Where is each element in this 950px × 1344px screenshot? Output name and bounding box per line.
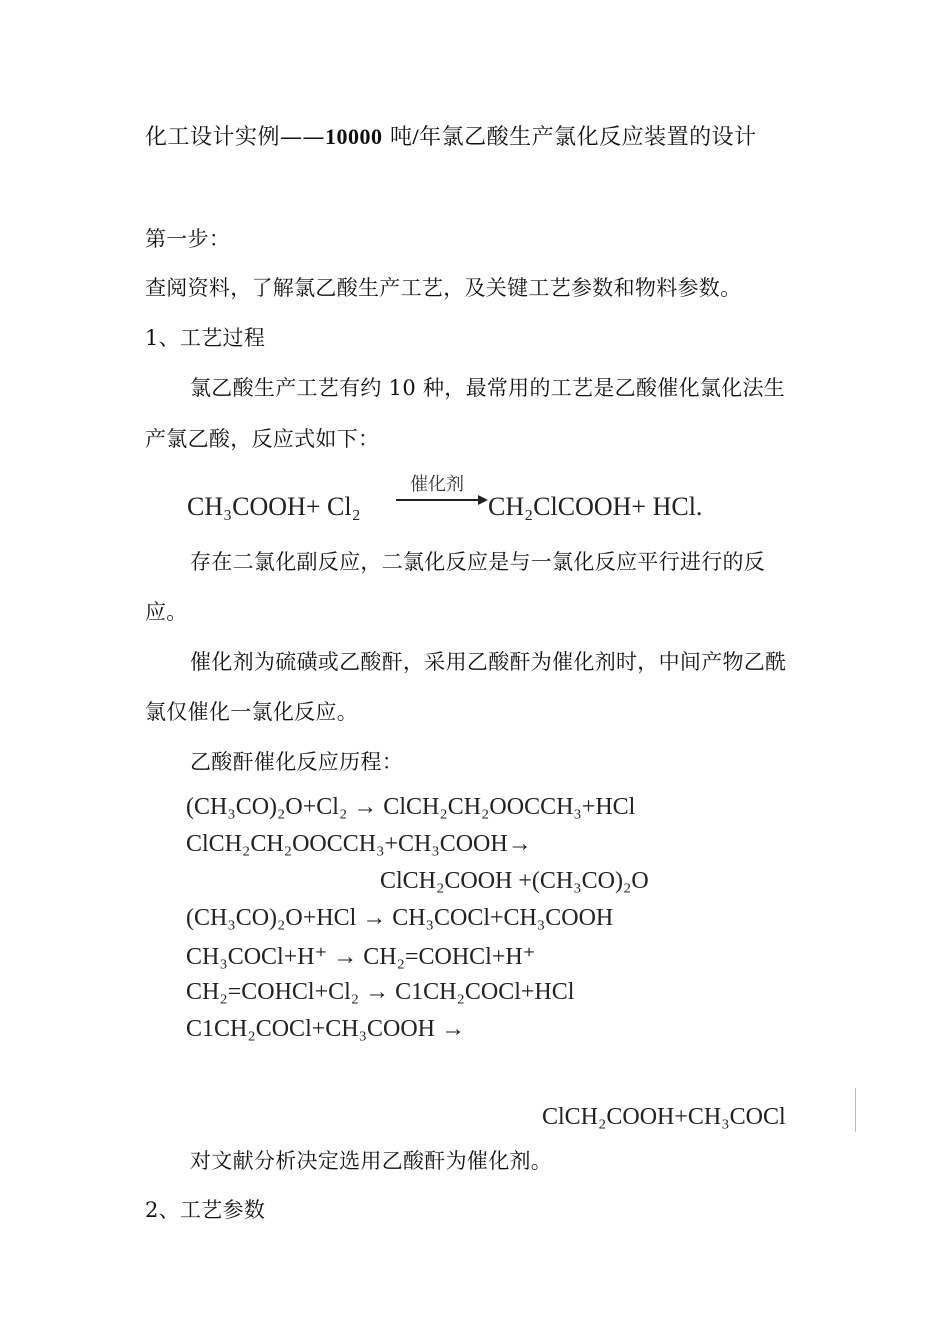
title-unit: 吨 bbox=[382, 125, 413, 150]
section1-heading: 1、工艺过程 bbox=[145, 326, 266, 350]
document-title bbox=[145, 120, 757, 151]
intro-text: 查阅资料，了解氯乙酸生产工艺，及关键工艺参数和物料参数。 bbox=[145, 276, 742, 300]
para1-line2: 产氯乙酸，反应式如下： bbox=[145, 427, 380, 451]
reaction-arrow-line bbox=[396, 499, 480, 501]
mechanism-step-2-continued: ClCH₂COOH +(CH₃CO)₂O bbox=[380, 868, 649, 894]
para1-line1: 氯乙酸生产工艺有约 10 种，最常用的工艺是乙酸催化氯化法生 bbox=[190, 376, 786, 400]
conclusion-text: 对文献分析决定选用乙酸酐为催化剂。 bbox=[190, 1149, 553, 1173]
reaction-reactants: CH₃COOH+ Cl₂ bbox=[187, 492, 361, 521]
mechanism-heading: 乙酸酐催化反应历程： bbox=[190, 750, 403, 774]
mechanism-step-4: CH₃COCl+H⁺ → CH₂=COHCl+H⁺ bbox=[186, 944, 536, 970]
para3-line2: 氯仅催化一氯化反应。 bbox=[145, 700, 358, 724]
mechanism-step-1: (CH₃CO)₂O+Cl₂ → ClCH₂CH₂OOCCH₃+HCl bbox=[186, 794, 636, 820]
title-prefix: 化工设计实例—— bbox=[145, 125, 326, 150]
mechanism-step-6: C1CH₂COCl+CH₃COOH → bbox=[186, 1016, 465, 1042]
mechanism-step-3: (CH₃CO)₂O+HCl → CH₃COCl+CH₃COOH bbox=[186, 905, 614, 931]
para2-line2: 应。 bbox=[145, 600, 188, 624]
title-suffix: 年氯乙酸生产氯化反应装置的设计 bbox=[419, 125, 757, 150]
section2-heading: 2、工艺参数 bbox=[145, 1198, 266, 1222]
title-amount: 10000 bbox=[325, 124, 383, 149]
reaction-arrow-head bbox=[478, 495, 488, 505]
para3-line1: 催化剂为硫磺或乙酸酐，采用乙酸酐为催化剂时，中间产物乙酰 bbox=[190, 650, 787, 674]
mechanism-step-5: CH₂=COHCl+Cl₂ → C1CH₂COCl+HCl bbox=[186, 979, 575, 1005]
mechanism-step-6-continued: ClCH₂COOH+CH₃COCl bbox=[542, 1104, 786, 1130]
para2-line1: 存在二氯化副反应，二氯化反应是与一氯化反应平行进行的反 bbox=[190, 550, 766, 574]
step1-heading: 第一步： bbox=[145, 227, 231, 251]
reaction-catalyst-label: 催化剂 bbox=[410, 474, 464, 495]
title-slash: / bbox=[412, 124, 420, 149]
mechanism-step-2: ClCH₂CH₂OOCCH₃+CH₃COOH→ bbox=[186, 831, 532, 857]
image-edge-rule bbox=[855, 1088, 856, 1132]
reaction-products: CH₂ClCOOH+ HCl. bbox=[488, 492, 703, 521]
